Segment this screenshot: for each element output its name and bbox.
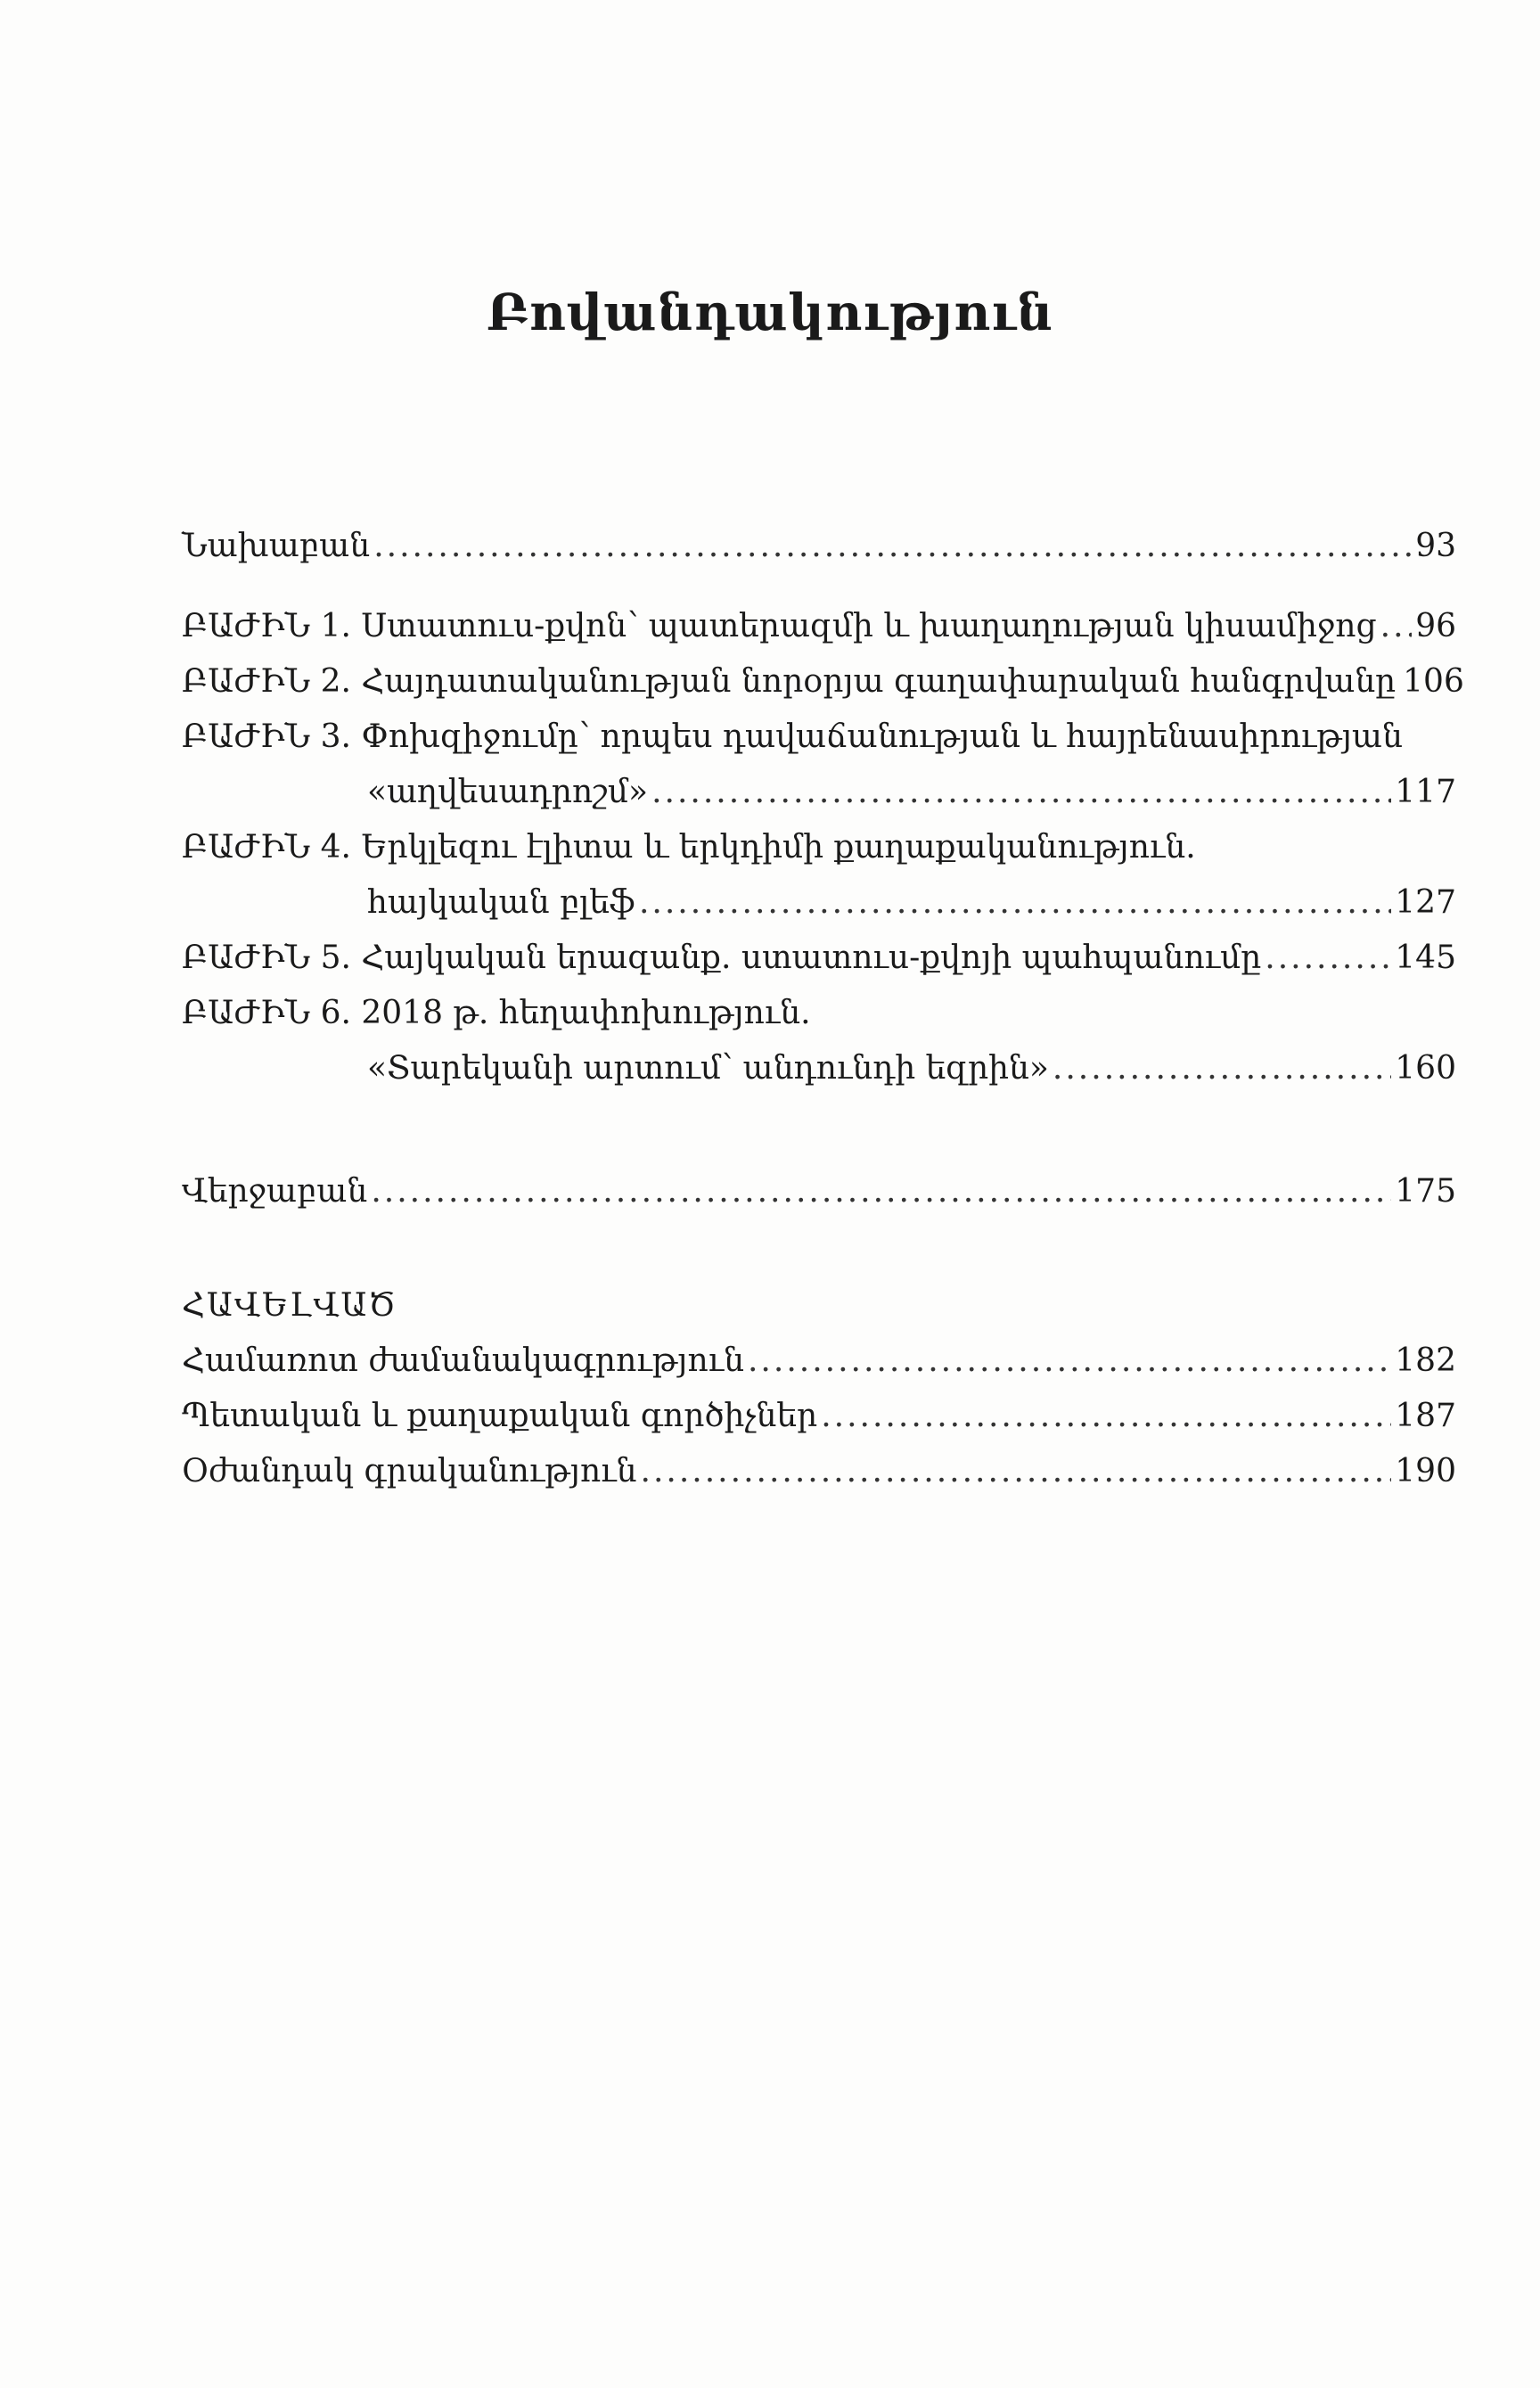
toc-entry-section-6 bbox=[182, 1041, 1456, 1096]
toc-entry-appendix-2 bbox=[182, 1389, 1456, 1444]
toc-entry-page: 182 bbox=[1395, 1342, 1456, 1379]
toc-entry-label: Պետական և քաղաքական գործիչներ bbox=[182, 1398, 818, 1434]
toc-entry-label: «Տարեկանի արտում՝ անդունդի եզրին» bbox=[367, 1050, 1049, 1087]
toc-entry-page: 190 bbox=[1395, 1453, 1456, 1489]
toc-entry-appendix-1 bbox=[182, 1334, 1456, 1389]
toc-entry-section-4-line1: ԲԱԺԻՆ 4. Երկլեզու էլիտա և երկդիմի քաղաքականություն. bbox=[182, 829, 1196, 866]
toc-entry-page: 127 bbox=[1395, 884, 1456, 921]
leader-dots bbox=[748, 1334, 1391, 1389]
toc-entry-label: Վերջաբան bbox=[182, 1173, 368, 1210]
leader-dots bbox=[373, 519, 1412, 574]
leader-dots bbox=[1265, 931, 1391, 986]
toc-entry-section-5 bbox=[182, 931, 1456, 986]
toc-entry bbox=[182, 519, 1456, 574]
toc-entry-section-1 bbox=[182, 599, 1456, 654]
toc-entry-section-3 bbox=[182, 765, 1456, 820]
toc-entry-section-3-line1: ԲԱԺԻՆ 3. Փոխզիջումը՝ որպես դավաճանության և հայրենասիրության bbox=[182, 718, 1403, 755]
toc-entry-appendix-3 bbox=[182, 1444, 1456, 1499]
toc-entry-label: Նախաբան bbox=[182, 528, 371, 564]
toc-entry-page: 93 bbox=[1415, 528, 1456, 564]
toc-intro bbox=[182, 519, 1456, 574]
toc-epilogue bbox=[182, 1164, 1456, 1219]
toc-entry-label: ԲԱԺԻՆ 5. Հայկական երազանք. ստատուս-քվոյի պահպանումը bbox=[182, 940, 1262, 976]
toc-entry-page: 106 bbox=[1403, 663, 1464, 700]
toc-entry-label: ԲԱԺԻՆ 1. Ստատուս-քվոն՝ պատերազմի և խաղաղության կիսամիջոց bbox=[182, 608, 1377, 644]
toc-entry-label: ԲԱԺԻՆ 2. Հայդատականության նորօրյա գաղափարական հանգրվանը bbox=[182, 663, 1397, 700]
toc-entry-label: Համառոտ ժամանակագրություն bbox=[182, 1342, 744, 1379]
toc-entry bbox=[182, 1164, 1456, 1219]
leader-dots bbox=[1053, 1041, 1391, 1096]
page-title: Բովանդակություն bbox=[486, 283, 1054, 342]
toc-entry-page: 96 bbox=[1415, 608, 1456, 644]
toc-entry-page: 145 bbox=[1395, 940, 1456, 976]
toc-entry-label: «աղվեսադրոշմ» bbox=[367, 774, 649, 810]
toc-entry-section-6-line1: ԲԱԺԻՆ 6. 2018 թ. հեղափոխություն. bbox=[182, 995, 811, 1031]
toc-sections bbox=[182, 599, 1464, 1096]
toc-entry-page: 187 bbox=[1395, 1398, 1456, 1434]
toc-entry-page: 175 bbox=[1395, 1173, 1456, 1210]
leader-dots bbox=[639, 875, 1391, 931]
appendix-heading: ՀԱՎԵԼՎԱԾ bbox=[182, 1287, 397, 1324]
leader-dots bbox=[651, 765, 1391, 820]
leader-dots bbox=[641, 1444, 1392, 1499]
toc-entry-label: Օժանդակ գրականություն bbox=[182, 1453, 637, 1489]
leader-dots bbox=[821, 1389, 1391, 1444]
toc-appendix bbox=[182, 1278, 1456, 1499]
toc-entry-section-2 bbox=[182, 654, 1464, 710]
leader-dots bbox=[1380, 599, 1413, 654]
toc-entry-section-4 bbox=[182, 875, 1456, 931]
toc-entry-page: 117 bbox=[1395, 774, 1456, 810]
leader-dots bbox=[371, 1164, 1391, 1219]
toc-entry-label: հայկական բլեֆ bbox=[367, 884, 635, 921]
toc-entry-page: 160 bbox=[1395, 1050, 1456, 1087]
